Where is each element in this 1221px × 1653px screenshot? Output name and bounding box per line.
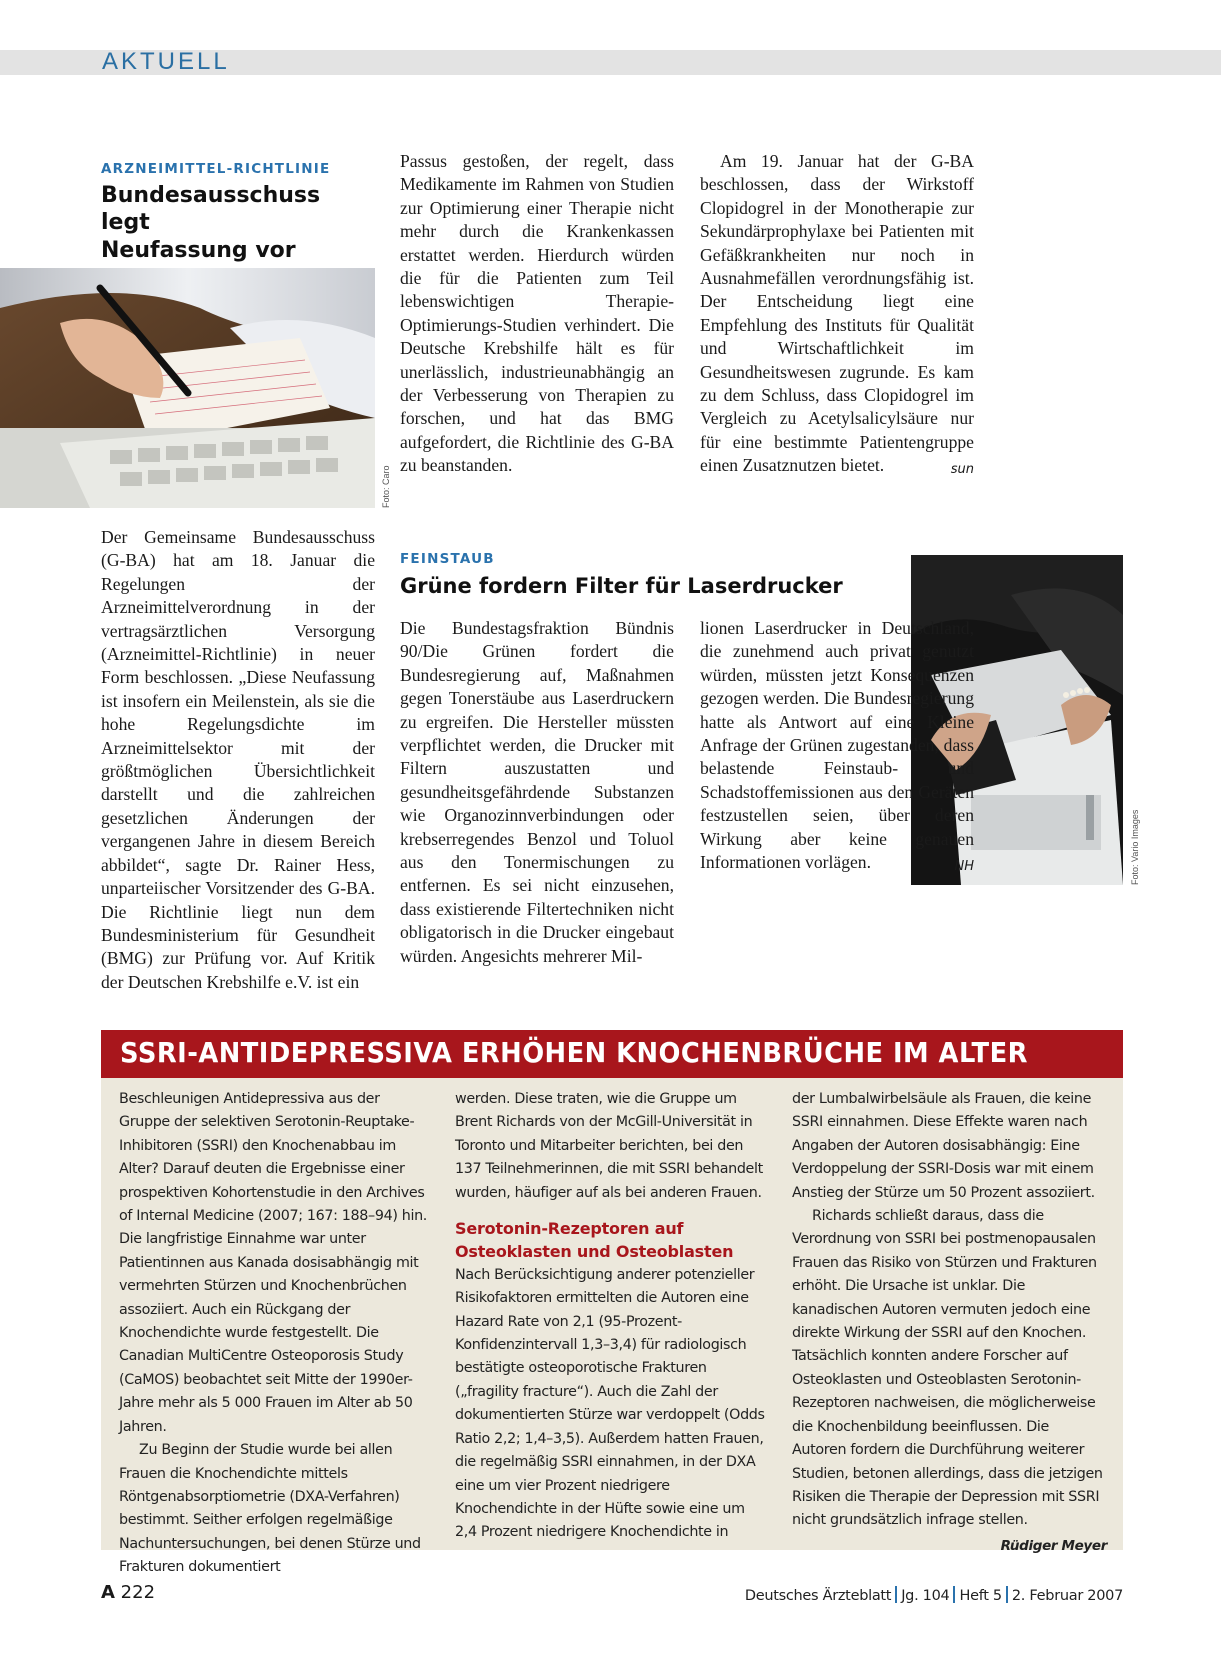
- ssri-headline: SSRI-ANTIDEPRESSIVA ERHÖHEN KNOCHENBRÜCHE IM ALTER: [120, 1036, 1028, 1069]
- article1-body-col3: Am 19. Januar hat der G-BA beschlossen, dass der Wirkstoff Clopidogrel in der Monotherapie zur Sekundärprophylaxe bei Patienten mit Gefäßkrankheiten nur noch in Ausnahmefällen verordnungsfähig ist. Der Entscheidung liegt eine Empfehlung des Instituts für Qualität und Wirtschaftlichkeit im Gesundheitswesen zugrunde. Es kam zu dem Schluss, dass Clopidogrel im Vergleich zu Acetylsalicylsäure nur für eine bestimmte Patientengruppe einen Zusatznutzen bietet. sun: [700, 150, 974, 482]
- page-number: A 222: [101, 1582, 156, 1603]
- divider: [895, 1586, 897, 1603]
- article1-body-col2: Passus gestoßen, der regelt, dass Medikamente im Rahmen von Studien zur Optimierung einer Therapie nicht mehr durch die Krankenkassen erstattet werden. Hierdurch würden die für die Patienten zum Teil lebenswichtigen Therapie-Optimierungs-Studien verhindert. Die Deutsche Krebshilfe hält es für unerlässlich, industrieunabhängig an der Verbesserung von Therapien zu forschen, und hat das BMG aufgefordert, die Richtlinie des G-BA zu beanstanden.: [400, 151, 674, 476]
- divider: [1006, 1586, 1008, 1603]
- article1-rubric: ARZNEIMITTEL-RICHTLINIE: [101, 161, 331, 177]
- ssri-signature: Rüdiger Meyer: [1000, 1537, 1107, 1554]
- journal-citation: Deutsches Ärzteblatt Jg. 104 Heft 5 2. Februar 2007: [744, 1588, 1123, 1604]
- section-label: AKTUELL: [102, 48, 230, 75]
- photo-credit-caro: Foto: Caro: [381, 465, 391, 508]
- ssri-col3: der Lumbalwirbelsäule als Frauen, die keine SSRI einnahmen. Diese Effekte waren nach Angaben der Autoren dosisabhängig: Eine Verdoppelung der SSRI-Dosis war mit einem Anstieg der Stürze um 50 Prozent assoziiert. Richards schließt daraus, dass die Verordnung von SSRI bei postmenopausalen Frauen das Risiko von Stürzen und Frakturen erhöht. Die Ursache ist unklar. Die kanadischen Autoren vermuten jedoch eine direkte Wirkung der SSRI auf den Knochen. Tatsächlich konnten andere Forscher auf Osteoklasten und Osteoblasten Serotonin-Rezeptoren nachweisen, die möglicherweise die Knochenbildung beeinflussen. Die Autoren fordern die Durchführung weiterer Studien, betonen allerdings, dass die jetzigen Risiken die Therapie der Depression mit SSRI nicht grundsätzlich infrage stellen. Rüdiger Meyer: [792, 1088, 1107, 1558]
- ssri-col1: Beschleunigen Antidepressiva aus der Gruppe der selektiven Serotonin-Reuptake-Inhibitoren (SSRI) den Knochenabbau im Alter? Darauf deuten die Ergebnisse einer prospektiven Kohortenstudie in den Archives of Internal Medicine (2007; 167: 188–94) hin. Die langfristige Einnahme war unter Patientinnen aus Kanada dosisabhängig mit vermehrten Stürzen und Knochenbrüchen assoziiert. Auch ein Rückgang der Knochendichte wurde festgestellt. Die Canadian MultiCentre Osteoporosis Study (CaMOS) beobachtet seit Mitte der 1990er-Jahre mehr als 5 000 Frauen im Alter ab 50 Jahren. Zu Beginn der Studie wurde bei allen Frauen die Knochendichte mittels Röntgenabsorptiometrie (DXA-Verfahren) bestimmt. Seither erfolgen regelmäßige Nachuntersuchungen, bei denen Stürze und Frakturen dokumentiert: [119, 1091, 427, 1576]
- ssri-subhead: Serotonin-Rezeptoren auf Osteoklasten und Osteoblasten: [455, 1219, 734, 1262]
- writing-hand-image: [0, 268, 375, 508]
- article2-body-col1: Die Bundestagsfraktion Bündnis 90/Die Grünen fordert die Bundesregierung auf, Maßnahmen gegen Tonerstäube aus Laserdruckern zu ergreifen. Die Hersteller müssten verpflichtet werden, die Drucker mit Filtern auszustatten und gesundheitsgefährdende Substanzen wie Organozinnverbindungen oder krebserregendes Benzol und Toluol aus den Tonermischungen zu entfernen. Es sei nicht einzusehen, dass existierende Filtertechniken nicht obligatorisch in die Drucker eingebaut würden. Angesichts mehrerer Mil-: [400, 618, 674, 966]
- article1-headline: Bundesausschuss legt Neufassung vor: [101, 183, 321, 263]
- article1-signature: sun: [950, 462, 974, 478]
- ssri-col2: werden. Diese traten, wie die Gruppe um Brent Richards von der McGill-Universität in Toronto und Mitarbeiter berichten, bei den 137 Teilnehmerinnen, die mit SSRI behandelt wurden, häufiger auf als bei anderen Frauen. Serotonin-Rezeptoren auf Osteoklasten und Osteoblasten Nach Berücksichtigung anderer potenzieller Risikofaktoren ermittelten die Autoren eine Hazard Rate von 2,1 (95-Prozent-Konfidenzintervall 1,3–3,4) für radiologisch bestätigte osteoporotische Frakturen („fragility fracture“). Auch die Zahl der dokumentierten Stürze war verdoppelt (Odds Ratio 2,2; 1,4–3,5). Außerdem hatten Frauen, die regelmäßig SSRI einnahmen, in der DXA eine um vier Prozent niedrigere Knochendichte in der Hüfte sowie eine um 2,4 Prozent niedrigere Knochendichte in: [455, 1091, 765, 1541]
- article1-heading: [101, 161, 371, 264]
- photo-credit-vario: Foto: Vario Images: [1130, 809, 1140, 885]
- article2-body-col2: lionen Laserdrucker in Deutschland, die zunehmend auch privat genutzt würden, müssten jetzt Konsequenzen gezogen werden. Die Bundesregierung hatte als Antwort auf eine Kleine Anfrage der Grünen zugestanden, dass belastende Feinstaub- und Schadstoffemissionen aus den Geräten festzustellen seien, über deren Wirkung aber keine genauen Informationen vorlägen. NH: [700, 617, 974, 878]
- article2-headline: Grüne fordern Filter für Laserdrucker: [400, 574, 843, 598]
- photo-writing-hand: [0, 268, 375, 508]
- divider: [953, 1586, 955, 1603]
- article1-body-col1: Der Gemeinsame Bundesausschuss (G-BA) hat am 18. Januar die Regelungen der Arzneimittelverordnung in der vertragsärztlichen Versorgung (Arzneimittel-Richtlinie) in neuer Form beschlossen. „Diese Neufassung ist insofern ein Meilenstein, als sie die hohe Regelungsdichte im Arzneimittelsektor mit der größtmöglichen Übersichtlichkeit darstellt und die zahlreichen gesetzlichen Änderungen der vergangenen Jahre in diesem Bereich abbildet“, sagte Dr. Rainer Hess, unparteiischer Vorsitzender des G-BA. Die Richtlinie liegt nun dem Bundesministerium für Gesundheit (BMG) zur Prüfung vor. Auf Kritik der Deutschen Krebshilfe e.V. ist ein: [101, 527, 375, 992]
- article2-heading: [400, 551, 880, 599]
- article2-rubric: FEINSTAUB: [400, 551, 495, 567]
- article2-signature: NH: [954, 859, 974, 875]
